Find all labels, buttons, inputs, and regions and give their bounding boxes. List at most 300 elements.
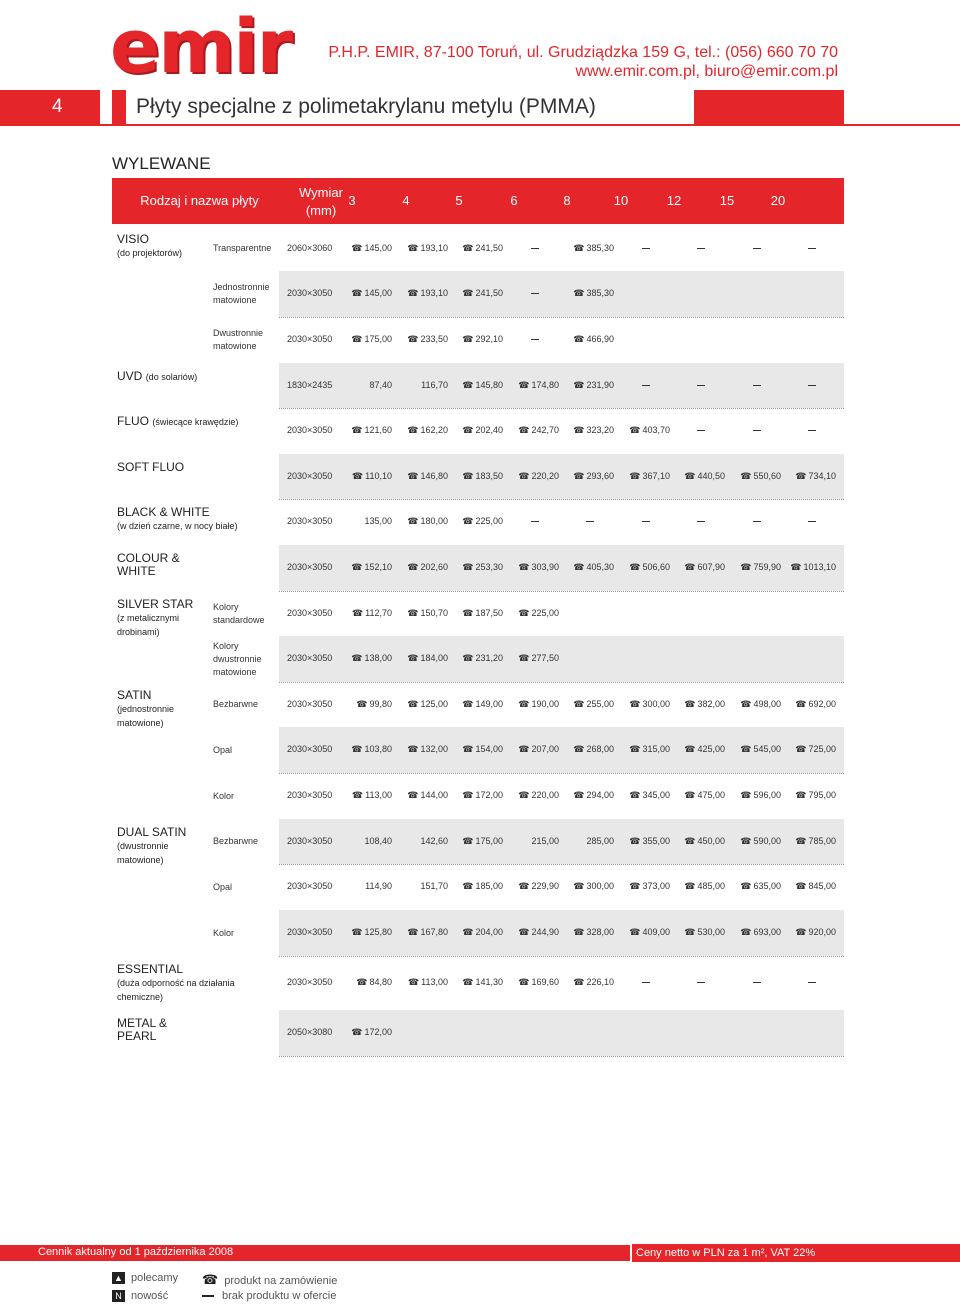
price-value: 152,10 bbox=[364, 562, 392, 572]
price-cell bbox=[451, 881, 503, 892]
price-cell bbox=[673, 471, 725, 482]
phone-icon: ☎ bbox=[518, 607, 530, 618]
col-header-dim-label: Wymiar bbox=[299, 185, 343, 200]
product-note: (do solariów) bbox=[145, 372, 198, 382]
price-cell bbox=[562, 744, 614, 755]
product-note: (duża odporność na działania chemiczne) bbox=[117, 978, 235, 1002]
price-value: 607,90 bbox=[697, 562, 725, 572]
price-value: 355,00 bbox=[642, 835, 670, 846]
phone-icon: ☎ bbox=[684, 881, 696, 891]
price-cell bbox=[340, 243, 392, 254]
dash-icon bbox=[202, 1295, 214, 1297]
price-cell bbox=[784, 790, 836, 801]
price-cell bbox=[340, 288, 392, 299]
price-value: 277,50 bbox=[531, 653, 559, 663]
row-separator bbox=[279, 956, 844, 957]
title-marker bbox=[112, 90, 126, 124]
legend-new-label: nowość bbox=[131, 1290, 169, 1302]
price-cell bbox=[618, 516, 670, 526]
dimension: 2030×3050 bbox=[287, 425, 333, 435]
row-separator bbox=[279, 408, 844, 409]
price-value: 293,60 bbox=[586, 470, 614, 481]
price-cell bbox=[562, 288, 614, 299]
price-cell bbox=[340, 608, 392, 619]
dimension: 2050×3080 bbox=[287, 1027, 333, 1037]
price-value: 530,00 bbox=[697, 927, 725, 937]
price-cell bbox=[729, 699, 781, 710]
price-cell bbox=[784, 881, 836, 892]
price-value: 303,90 bbox=[531, 562, 559, 572]
price-value: 229,90 bbox=[531, 881, 559, 891]
price-cell bbox=[507, 836, 559, 846]
phone-icon: ☎ bbox=[351, 334, 363, 344]
price-cell bbox=[451, 243, 503, 254]
phone-icon: ☎ bbox=[740, 790, 752, 800]
legend-order-label: produkt na zamówienie bbox=[224, 1275, 338, 1287]
price-value: 231,20 bbox=[475, 653, 503, 663]
price-cell bbox=[618, 471, 670, 482]
price-cell bbox=[451, 288, 503, 299]
price-value: 145,80 bbox=[475, 379, 503, 390]
product-title: BLACK & WHITE bbox=[117, 505, 210, 519]
price-cell bbox=[507, 562, 559, 573]
product-name bbox=[117, 415, 287, 429]
price-cell bbox=[507, 334, 559, 344]
phone-icon: ☎ bbox=[573, 881, 585, 891]
price-cell bbox=[507, 790, 559, 801]
price-value: 545,00 bbox=[753, 744, 781, 754]
price-value: 172,00 bbox=[475, 790, 503, 800]
price-value: 103,80 bbox=[364, 744, 392, 754]
phone-icon: ☎ bbox=[795, 881, 807, 891]
price-cell bbox=[729, 836, 781, 847]
not-available-dash bbox=[753, 385, 761, 386]
price-value: 121,60 bbox=[364, 425, 392, 435]
price-cell bbox=[562, 881, 614, 892]
phone-icon: ☎ bbox=[573, 977, 585, 987]
price-cell bbox=[396, 836, 448, 846]
product-variant bbox=[213, 881, 232, 894]
price-cell bbox=[340, 562, 392, 573]
price-cell bbox=[562, 836, 614, 846]
price-cell bbox=[396, 790, 448, 801]
phone-icon: ☎ bbox=[351, 242, 363, 253]
col-header-dim-unit: (mm) bbox=[305, 203, 337, 218]
price-value: 253,30 bbox=[475, 562, 503, 572]
price-cell bbox=[451, 744, 503, 755]
phone-icon: ☎ bbox=[407, 927, 419, 937]
phone-icon: ☎ bbox=[518, 470, 530, 481]
new-badge-icon: N bbox=[112, 1290, 125, 1302]
price-value: 202,40 bbox=[475, 425, 503, 435]
phone-icon: ☎ bbox=[518, 790, 530, 800]
dimension: 2030×3050 bbox=[287, 470, 333, 481]
price-value: 241,50 bbox=[475, 242, 503, 253]
price-cell bbox=[673, 425, 725, 435]
header-accent-box bbox=[694, 90, 844, 124]
price-value: 385,30 bbox=[586, 242, 614, 253]
phone-icon: ☎ bbox=[351, 607, 364, 618]
row-separator bbox=[279, 864, 844, 865]
price-cell bbox=[340, 881, 392, 891]
product-note: (w dzień czarne, w nocy białe) bbox=[117, 521, 238, 531]
price-value: 202,60 bbox=[420, 562, 448, 572]
price-value: 693,00 bbox=[753, 927, 781, 937]
price-cell bbox=[618, 380, 670, 390]
price-value: 135,00 bbox=[364, 516, 392, 526]
price-cell bbox=[784, 744, 836, 755]
row-separator bbox=[279, 682, 844, 683]
phone-icon: ☎ bbox=[518, 379, 530, 390]
legend-order bbox=[202, 1272, 337, 1288]
price-cell bbox=[562, 516, 614, 526]
price-value: 725,00 bbox=[808, 744, 836, 754]
phone-icon: ☎ bbox=[351, 470, 364, 481]
price-value: 367,10 bbox=[642, 470, 670, 481]
price-cell bbox=[451, 699, 503, 710]
phone-icon: ☎ bbox=[462, 977, 474, 987]
price-cell bbox=[729, 977, 781, 987]
col-header-name: Rodzaj i nazwa płyty bbox=[140, 193, 259, 208]
price-cell bbox=[673, 562, 725, 573]
phone-icon: ☎ bbox=[356, 698, 368, 709]
price-value: 440,50 bbox=[697, 470, 725, 481]
variant-line: matowione bbox=[213, 295, 257, 305]
price-value: 300,00 bbox=[642, 698, 670, 709]
price-cell bbox=[784, 380, 836, 390]
price-value: 373,00 bbox=[642, 881, 670, 891]
price-value: 241,50 bbox=[475, 288, 503, 298]
price-value: 244,90 bbox=[531, 927, 559, 937]
price-value: 550,60 bbox=[753, 470, 781, 481]
price-cell bbox=[396, 699, 448, 710]
dimension: 2030×3050 bbox=[287, 881, 333, 891]
variant-line: standardowe bbox=[213, 614, 265, 625]
price-value: 142,60 bbox=[420, 835, 448, 846]
price-value: 141,30 bbox=[475, 977, 503, 987]
variant-line: Opal bbox=[213, 881, 233, 892]
price-cell bbox=[562, 334, 614, 345]
phone-icon: ☎ bbox=[684, 562, 696, 572]
phone-icon: ☎ bbox=[462, 288, 474, 298]
header-divider bbox=[0, 124, 960, 126]
price-cell bbox=[673, 243, 725, 253]
phone-icon: ☎ bbox=[351, 744, 363, 754]
price-value: 99,80 bbox=[369, 698, 392, 709]
price-cell bbox=[784, 977, 836, 987]
phone-icon: ☎ bbox=[684, 790, 696, 800]
price-cell bbox=[396, 744, 448, 755]
dimension: 2030×3050 bbox=[287, 927, 333, 937]
price-value: 466,90 bbox=[586, 334, 614, 344]
product-title: DUAL SATIN bbox=[117, 825, 187, 839]
product-variant bbox=[213, 242, 271, 255]
phone-icon: ☎ bbox=[573, 698, 585, 709]
price-cell bbox=[340, 334, 392, 345]
phone-icon: ☎ bbox=[351, 790, 364, 800]
phone-icon: ☎ bbox=[351, 1027, 363, 1037]
price-cell bbox=[340, 380, 392, 390]
product-title: VISIO bbox=[117, 232, 150, 246]
dimension: 2030×3050 bbox=[287, 562, 333, 572]
phone-icon: ☎ bbox=[573, 470, 585, 481]
price-note: Ceny netto w PLN za 1 m², VAT 22% bbox=[630, 1244, 960, 1262]
price-value: 231,90 bbox=[586, 379, 614, 390]
phone-icon: ☎ bbox=[351, 927, 363, 937]
price-cell bbox=[340, 471, 392, 482]
dimension: 2060×3060 bbox=[287, 242, 333, 253]
price-cell bbox=[396, 471, 448, 482]
col-header-thickness: 4 bbox=[402, 193, 410, 208]
product-variant bbox=[213, 835, 258, 848]
phone-icon: ☎ bbox=[573, 927, 585, 937]
product-variant bbox=[213, 281, 270, 307]
price-cell bbox=[451, 471, 503, 482]
phone-icon: ☎ bbox=[795, 835, 807, 846]
price-cell bbox=[451, 653, 503, 664]
phone-icon: ☎ bbox=[407, 425, 419, 435]
phone-icon: ☎ bbox=[573, 562, 585, 572]
price-cell bbox=[784, 699, 836, 710]
price-value: 255,00 bbox=[586, 698, 614, 709]
price-value: 113,00 bbox=[421, 977, 448, 987]
price-value: 498,00 bbox=[753, 698, 781, 709]
price-value: 405,30 bbox=[586, 562, 614, 572]
phone-icon: ☎ bbox=[684, 470, 696, 481]
dimension: 1830×2435 bbox=[287, 379, 333, 390]
phone-icon: ☎ bbox=[351, 653, 363, 663]
section-title: WYLEWANE bbox=[112, 154, 211, 173]
price-value: 190,00 bbox=[531, 698, 559, 709]
price-value: 268,00 bbox=[586, 744, 614, 754]
product-variant bbox=[213, 698, 258, 711]
price-cell bbox=[562, 380, 614, 391]
price-value: 692,00 bbox=[808, 698, 836, 709]
variant-line: Transparentne bbox=[213, 243, 272, 253]
product-name bbox=[117, 598, 209, 639]
dimension: 2030×3050 bbox=[287, 516, 333, 526]
price-cell bbox=[451, 790, 503, 801]
phone-icon: ☎ bbox=[407, 516, 419, 526]
phone-icon: ☎ bbox=[740, 744, 752, 754]
not-available-dash bbox=[753, 430, 761, 431]
price-value: 193,10 bbox=[420, 242, 448, 253]
col-header-thickness: 12 bbox=[666, 193, 682, 208]
dimension: 2030×3050 bbox=[287, 607, 333, 618]
phone-icon: ☎ bbox=[740, 470, 752, 481]
phone-icon: ☎ bbox=[795, 744, 807, 754]
col-header-thickness: 5 bbox=[455, 193, 463, 208]
price-cell bbox=[673, 927, 725, 938]
price-cell bbox=[618, 927, 670, 938]
price-cell bbox=[396, 516, 448, 527]
price-cell bbox=[673, 836, 725, 847]
price-cell bbox=[618, 790, 670, 801]
price-cell bbox=[451, 608, 503, 619]
price-cell bbox=[340, 836, 392, 846]
phone-icon: ☎ bbox=[573, 425, 585, 435]
price-value: 409,00 bbox=[642, 927, 670, 937]
price-cell bbox=[618, 744, 670, 755]
price-cell bbox=[673, 790, 725, 801]
price-cell bbox=[673, 699, 725, 710]
price-cell bbox=[340, 699, 392, 710]
dimension: 2030×3050 bbox=[287, 698, 333, 709]
price-cell bbox=[507, 516, 559, 526]
price-cell bbox=[562, 699, 614, 710]
price-value: 920,00 bbox=[808, 927, 836, 937]
price-value: 183,50 bbox=[475, 470, 503, 481]
price-cell bbox=[451, 516, 503, 527]
variant-line: Bezbarwne bbox=[213, 836, 259, 846]
price-value: 185,00 bbox=[475, 881, 503, 891]
phone-icon: ☎ bbox=[629, 790, 641, 800]
not-available-dash bbox=[586, 521, 594, 522]
price-cell bbox=[451, 380, 503, 391]
not-available-dash bbox=[808, 430, 816, 431]
product-variant bbox=[213, 601, 265, 627]
price-cell bbox=[784, 425, 836, 435]
price-value: 795,00 bbox=[808, 790, 836, 800]
price-value: 150,70 bbox=[420, 607, 448, 618]
phone-icon: ☎ bbox=[462, 881, 474, 891]
phone-icon: ☎ bbox=[407, 653, 419, 663]
dimension: 2030×3050 bbox=[287, 334, 333, 344]
price-value: 220,20 bbox=[531, 470, 559, 481]
not-available-dash bbox=[753, 982, 761, 983]
not-available-dash bbox=[697, 521, 705, 522]
product-name bbox=[117, 826, 209, 867]
product-variant bbox=[213, 927, 234, 940]
product-note: (z metalicznymi drobinami) bbox=[117, 613, 180, 637]
phone-icon: ☎ bbox=[462, 334, 474, 344]
price-cell bbox=[729, 744, 781, 755]
price-cell bbox=[340, 927, 392, 938]
not-available-dash bbox=[753, 521, 761, 522]
phone-icon: ☎ bbox=[573, 790, 585, 800]
phone-icon: ☎ bbox=[629, 425, 641, 435]
company-contact: www.emir.com.pl, biuro@emir.com.pl bbox=[575, 63, 838, 80]
phone-icon: ☎ bbox=[795, 927, 807, 937]
phone-icon: ☎ bbox=[684, 698, 696, 709]
phone-icon: ☎ bbox=[573, 379, 585, 390]
not-available-dash bbox=[753, 248, 761, 249]
phone-icon: ☎ bbox=[351, 562, 363, 572]
col-header-thickness: 6 bbox=[510, 193, 518, 208]
phone-icon: ☎ bbox=[518, 698, 530, 709]
price-value: 734,10 bbox=[808, 470, 836, 481]
price-cell bbox=[396, 334, 448, 345]
phone-icon: ☎ bbox=[462, 790, 474, 800]
not-available-dash bbox=[808, 248, 816, 249]
phone-icon: ☎ bbox=[629, 744, 641, 754]
phone-icon: ☎ bbox=[573, 744, 585, 754]
price-value: 328,00 bbox=[586, 927, 614, 937]
price-cell bbox=[618, 881, 670, 892]
variant-line: Opal bbox=[213, 744, 233, 755]
price-cell bbox=[340, 744, 392, 755]
price-cell bbox=[507, 608, 559, 619]
variant-line: matowione bbox=[213, 341, 257, 351]
price-value: 174,80 bbox=[531, 379, 559, 390]
phone-icon: ☎ bbox=[351, 425, 363, 435]
price-cell bbox=[396, 977, 448, 988]
phone-icon: ☎ bbox=[407, 334, 419, 344]
price-value: 845,00 bbox=[808, 881, 836, 891]
price-value: 207,00 bbox=[531, 744, 559, 754]
price-value: 233,50 bbox=[420, 334, 448, 344]
not-available-dash bbox=[531, 248, 539, 249]
phone-icon: ☎ bbox=[462, 242, 474, 253]
phone-icon: ☎ bbox=[407, 470, 419, 481]
not-available-dash bbox=[531, 293, 539, 294]
price-cell bbox=[396, 425, 448, 436]
variant-line: Bezbarwne bbox=[213, 699, 259, 709]
price-cell bbox=[784, 243, 836, 253]
phone-icon: ☎ bbox=[518, 425, 530, 435]
row-separator bbox=[279, 499, 844, 500]
row-separator bbox=[279, 317, 844, 318]
phone-icon: ☎ bbox=[407, 562, 419, 572]
product-name bbox=[117, 552, 209, 578]
price-cell bbox=[618, 562, 670, 573]
phone-icon: ☎ bbox=[795, 470, 807, 481]
product-variant bbox=[213, 640, 262, 679]
phone-icon: ☎ bbox=[629, 470, 641, 481]
price-cell bbox=[507, 881, 559, 892]
phone-icon: ☎ bbox=[790, 562, 802, 572]
price-cell bbox=[507, 288, 559, 298]
price-value: 175,00 bbox=[475, 835, 503, 846]
phone-icon: ☎ bbox=[462, 927, 474, 937]
legend-new bbox=[112, 1290, 168, 1302]
not-available-dash bbox=[808, 385, 816, 386]
phone-icon: ☎ bbox=[518, 562, 530, 572]
price-value: 154,00 bbox=[475, 744, 503, 754]
phone-icon: ☎ bbox=[518, 977, 530, 987]
phone-icon: ☎ bbox=[684, 744, 696, 754]
product-note: (dwustronnie matowione) bbox=[117, 841, 169, 865]
price-value: 116,70 bbox=[421, 379, 448, 390]
price-value: 151,70 bbox=[420, 881, 448, 891]
price-value: 84,80 bbox=[369, 977, 392, 987]
price-value: 110,10 bbox=[365, 470, 392, 481]
price-cell bbox=[507, 699, 559, 710]
phone-icon: ☎ bbox=[518, 881, 530, 891]
row-separator bbox=[279, 773, 844, 774]
phone-icon: ☎ bbox=[462, 607, 474, 618]
col-header-thickness: 3 bbox=[348, 193, 356, 208]
not-available-dash bbox=[697, 248, 705, 249]
price-cell bbox=[396, 380, 448, 390]
price-cell bbox=[562, 425, 614, 436]
phone-icon: ☎ bbox=[795, 698, 807, 709]
not-available-dash bbox=[531, 339, 539, 340]
price-value: 167,80 bbox=[420, 927, 448, 937]
price-value: 485,00 bbox=[697, 881, 725, 891]
legend-none-label: brak produktu w ofercie bbox=[222, 1290, 337, 1302]
price-cell bbox=[618, 425, 670, 436]
phone-icon: ☎ bbox=[518, 653, 530, 663]
product-note: (jednostronnie matowione) bbox=[117, 704, 175, 728]
price-value: 184,00 bbox=[420, 653, 448, 663]
price-value: 596,00 bbox=[753, 790, 781, 800]
variant-line: Kolory bbox=[213, 601, 239, 612]
price-cell bbox=[673, 977, 725, 987]
price-value: 450,00 bbox=[697, 835, 725, 846]
legend-recommended bbox=[112, 1272, 178, 1284]
phone-icon: ☎ bbox=[629, 927, 641, 937]
